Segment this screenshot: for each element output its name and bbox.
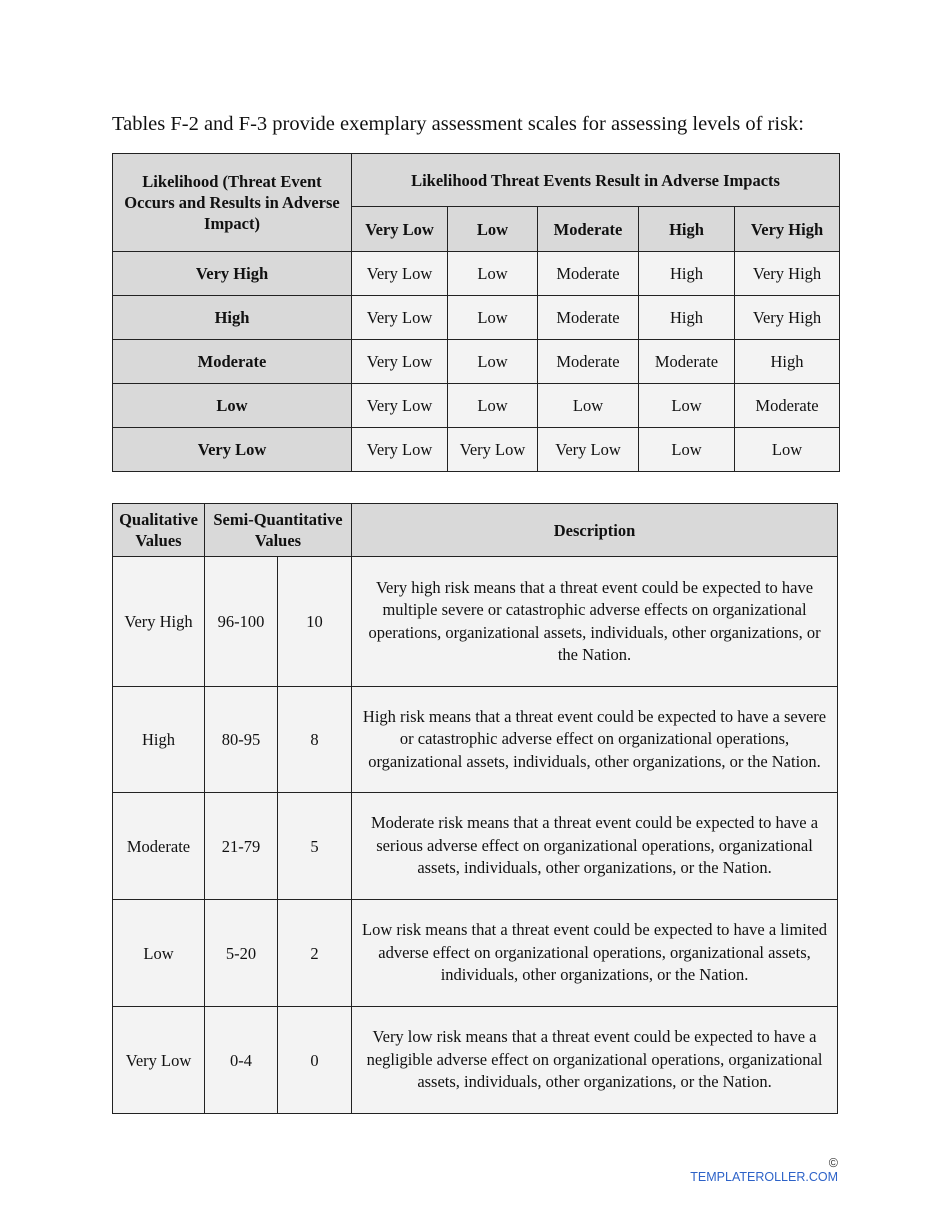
risk-level-cell: Low xyxy=(448,252,538,296)
semi-quantitative-score-cell: 10 xyxy=(278,557,352,687)
risk-level-cell: Low xyxy=(735,428,840,472)
likelihood-row-label: High xyxy=(113,296,352,340)
table-row xyxy=(113,296,840,340)
risk-level-cell: Very Low xyxy=(448,428,538,472)
table-row xyxy=(113,428,840,472)
risk-level-cell: Moderate xyxy=(538,340,639,384)
risk-level-cell: Moderate xyxy=(538,296,639,340)
risk-level-cell: Low xyxy=(538,384,639,428)
risk-level-cell: Very Low xyxy=(538,428,639,472)
semi-quantitative-range-cell: 80-95 xyxy=(205,687,278,793)
semi-quantitative-score-cell: 8 xyxy=(278,687,352,793)
table-row xyxy=(113,252,840,296)
risk-level-cell: Very Low xyxy=(352,296,448,340)
risk-level-table xyxy=(112,153,840,472)
table-row xyxy=(113,1007,838,1114)
semi-quantitative-range-cell: 21-79 xyxy=(205,793,278,900)
column-header: Very Low xyxy=(352,207,448,252)
qualitative-value-cell: Very Low xyxy=(113,1007,205,1114)
qualitative-value-cell: Moderate xyxy=(113,793,205,900)
table-row xyxy=(113,687,838,793)
table-row xyxy=(113,900,838,1007)
description-cell: Very low risk means that a threat event could be expected to have a negligible adverse effect on organizational operations, organizational assets, individuals, other organizations, or the Nation. xyxy=(352,1007,838,1114)
risk-level-cell: Very High xyxy=(735,296,840,340)
risk-level-cell: Very High xyxy=(735,252,840,296)
semi-quantitative-score-cell: 0 xyxy=(278,1007,352,1114)
description-cell: Moderate risk means that a threat event could be expected to have a serious adverse effect on organizational operations, organizational assets, individuals, other organizations, or the Nation. xyxy=(352,793,838,900)
intro-text: Tables F-2 and F-3 provide exemplary assessment scales for assessing levels of risk: xyxy=(112,113,804,135)
column-header: Low xyxy=(448,207,538,252)
risk-level-cell: High xyxy=(639,252,735,296)
risk-level-cell: Moderate xyxy=(735,384,840,428)
column-header: Very High xyxy=(735,207,840,252)
impact-group-header: Likelihood Threat Events Result in Adverse Impacts xyxy=(352,154,840,207)
qualitative-value-cell: Very High xyxy=(113,557,205,687)
description-cell: High risk means that a threat event could be expected to have a severe or catastrophic adverse effect on organizational operations, organizational assets, individuals, other organizations, or the Nation. xyxy=(352,687,838,793)
table-row xyxy=(113,557,838,687)
risk-level-cell: Low xyxy=(448,340,538,384)
risk-level-cell: Very Low xyxy=(352,252,448,296)
qualitative-values-header: Qualitative Values xyxy=(113,504,205,557)
table-row xyxy=(113,793,838,900)
risk-level-cell: Moderate xyxy=(538,252,639,296)
semi-quantitative-score-cell: 5 xyxy=(278,793,352,900)
templateroller-link[interactable]: TEMPLATEROLLER.COM xyxy=(690,1170,838,1184)
risk-scale-table xyxy=(112,503,838,1114)
description-cell: Very high risk means that a threat event could be expected to have multiple severe or catastrophic adverse effects on organizational operations, organizational assets, individuals, other organizations, or the Nation. xyxy=(352,557,838,687)
semi-quantitative-values-header: Semi-Quantitative Values xyxy=(205,504,352,557)
semi-quantitative-score-cell: 2 xyxy=(278,900,352,1007)
semi-quantitative-range-cell: 96-100 xyxy=(205,557,278,687)
column-header: Moderate xyxy=(538,207,639,252)
likelihood-corner-header: Likelihood (Threat Event Occurs and Results in Adverse Impact) xyxy=(113,154,352,252)
qualitative-value-cell: High xyxy=(113,687,205,793)
risk-level-cell: Very Low xyxy=(352,384,448,428)
likelihood-row-label: Very High xyxy=(113,252,352,296)
risk-level-cell: Very Low xyxy=(352,340,448,384)
likelihood-row-label: Moderate xyxy=(113,340,352,384)
description-header: Description xyxy=(352,504,838,557)
table-row xyxy=(113,340,840,384)
table-row xyxy=(113,384,840,428)
footer-credit xyxy=(680,1156,838,1184)
description-cell: Low risk means that a threat event could be expected to have a limited adverse effect on organizational operations, organizational assets, individuals, other organizations, or the Nation. xyxy=(352,900,838,1007)
risk-level-cell: High xyxy=(735,340,840,384)
semi-quantitative-range-cell: 0-4 xyxy=(205,1007,278,1114)
column-header: High xyxy=(639,207,735,252)
qualitative-value-cell: Low xyxy=(113,900,205,1007)
risk-level-cell: Very Low xyxy=(352,428,448,472)
risk-level-cell: High xyxy=(639,296,735,340)
likelihood-row-label: Very Low xyxy=(113,428,352,472)
risk-level-cell: Low xyxy=(448,296,538,340)
risk-level-cell: Low xyxy=(448,384,538,428)
risk-level-cell: Low xyxy=(639,428,735,472)
likelihood-row-label: Low xyxy=(113,384,352,428)
risk-level-cell: Moderate xyxy=(639,340,735,384)
semi-quantitative-range-cell: 5-20 xyxy=(205,900,278,1007)
copyright-symbol: © xyxy=(828,1156,838,1170)
risk-level-cell: Low xyxy=(639,384,735,428)
